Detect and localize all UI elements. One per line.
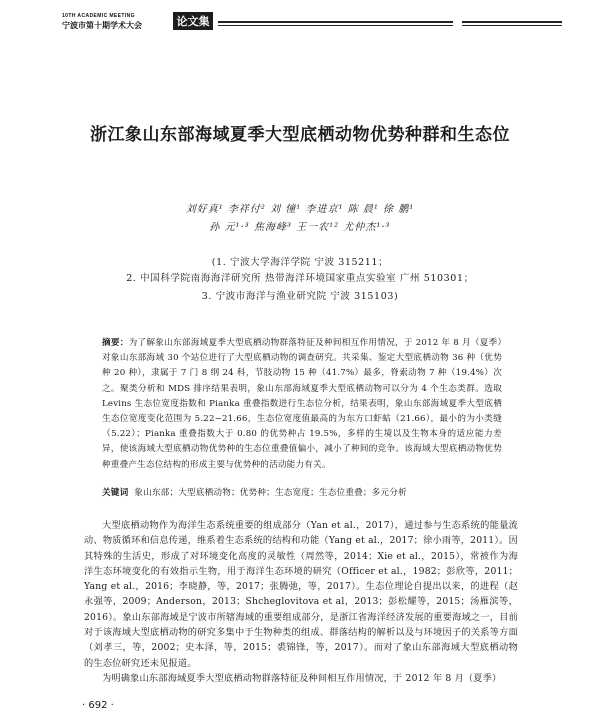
author-list: 刘好真¹ 李祥付² 刘 憧¹ 李进京¹ 陈 晨¹ 徐 鹏¹ <box>185 204 415 215</box>
page-number: · 692 · <box>82 700 114 711</box>
affiliation: 3. 宁波市海洋与渔业研究院 宁波 315103) <box>201 291 399 302</box>
header-rule <box>462 21 562 23</box>
paper-title: 浙江象山东部海域夏季大型底栖动物优势种群和生态位 <box>90 125 510 145</box>
author-list: 孙 元¹·³ 焦海峰³ 王一农¹² 尤仲杰¹·³ <box>209 222 391 233</box>
header-rule <box>462 25 562 26</box>
header-rule <box>218 21 453 23</box>
series-english: 10TH ACADEMIC MEETING <box>62 13 135 19</box>
keywords-label: 关键词 <box>102 488 129 498</box>
header-rule <box>218 25 453 26</box>
proceedings-badge: 论文集 <box>173 12 213 30</box>
body-paragraph: 为明确象山东部海域夏季大型底栖动物群落特征及种间相互作用情况，于 2012 年 8 月（夏季） <box>102 672 502 684</box>
keywords <box>102 486 502 498</box>
body-text <box>84 518 518 686</box>
affiliation: 2. 中国科学院南海海洋研究所 热带海洋环境国家重点实验室 广州 510301； <box>126 273 474 284</box>
running-header <box>62 12 562 34</box>
affiliation: (1. 宁波大学海洋学院 宁波 315211； <box>211 257 389 268</box>
keywords-text: 象山东部；大型底栖动物；优势种；生态宽度；生态位重叠；多元分析 <box>134 488 407 498</box>
abstract <box>102 336 502 473</box>
abstract-label: 摘要： <box>102 338 129 348</box>
body-paragraph: 大型底栖动物作为海洋生态系统重要的组成部分（Yan et al.，2017），通过参与生态系统的能量流动、物质循环和信息传递，维系着生态系统的结构和功能（Yang et al.，2017；徐小雨等，2011）。因其特殊的生活史，形成了对环境变化高度的灵敏性（周然等，2014；Xie et al.，2015），常被作为海洋生态环境变化的有效指示生物，用于海洋生态环境的研究（Officer et al.，1982；彭欣等，2011；Yang et al.，2016；李晓静，等，2017；张腾弛，等，2017）。生态位理论自提出以来，的进程（赵永强等，2009；Anderson，2013；Shcheglovitova et al，2013；彭松耀等，2015；汤雁滨等，2016）。象山东部海域是宁波市所辖海域的重要组成部分，是浙江省海洋经济发展的重要海域之一，目前对于该海域大型底栖动物的研究多集中于生物种类的组成、群落结构的解析以及与环境因子的关系等方面（刘孝三，等，2002；史本泽，等，2015；裘锦锋，等，2017）。而对了象山东部海域大型底栖动物的生态位研究还未见报道。 <box>84 520 518 669</box>
abstract-text: 为了解象山东部海域夏季大型底栖动物群落特征及种间相互作用情况，于 2012 年 8 月（夏季）对象山东部海域 30 个站位进行了大型底栖动物的调查研究。共采集、鉴定大型底栖动物 36 种（优势种 20 种），隶属于 7 门 8 纲 24 科，节肢动物 15 种（41.7%）最多，脊索动物 7 种（19.4%）次之。聚类分析和 MDS 排序结果表明，象山东部海域夏季大型底栖动物可以分为 4 个生态类群。选取 Levins 生态位宽度指数和 Pianka 重叠指数进行生态位分析，结果表明，象山东部海域夏季大型底栖生态位宽度变化范围为 5.22~21.66，生态位宽度值最高的为东方口虾蛄（21.66），最小的为小类缝（5.22）；Pianka 重叠指数大于 0.80 的优势种占 19.5%，多样的生境以及生物本身的适应能力差异，使该海域大型底栖动物优势种的生态位重叠值偏小，减小了种间的竞争。该海域大型底栖动物优势种重叠产生态位结构的形成主要与优势种的活动能力有关。 <box>102 338 502 470</box>
series-chinese: 宁波市第十期学术大会 <box>62 21 142 30</box>
